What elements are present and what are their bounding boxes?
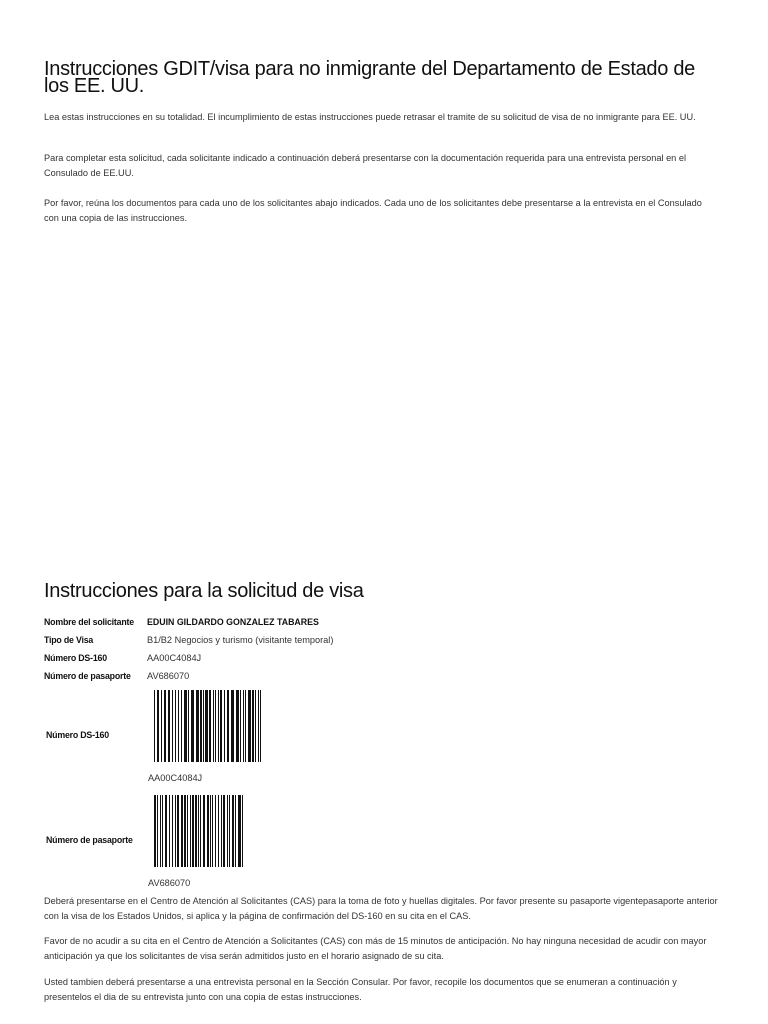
barcode-bar <box>181 690 182 762</box>
barcode-bar <box>203 690 204 762</box>
barcode-bar <box>203 795 205 867</box>
intro-paragraph-1: Lea estas instrucciones en su totalidad. El incumplimiento de estas instrucciones puede retrasar el tramite de su solicitud de visa de no inmigrante para EE. UU. <box>44 112 696 122</box>
barcode-bar <box>192 795 194 867</box>
barcode-bar <box>242 795 243 867</box>
visa-type-label: Tipo de Visa <box>44 635 94 645</box>
barcode-bar <box>218 795 219 867</box>
passport-value: AV686070 <box>147 671 190 681</box>
closing-paragraph-1: Deberá presentarse en el Centro de Atención al Solicitantes (CAS) para la toma de foto y huellas digitales. Por favor presente su pasaporte vigentepasaporte anterior con la visa de los Estados Unidos, si aplica y la página de confirmación del DS-160 en su cita en el CAS. <box>44 896 718 921</box>
closing-paragraph-3: Usted tambien deberá presentarse a una entrevista personal en la Sección Consular. Por favor, recopile los documentos que se enumeran a continuación y presentelos el dia de su entrevista junto con una copia de estas instrucciones. <box>44 977 677 1002</box>
barcode-bar <box>231 690 234 762</box>
intro-paragraph-2: Para completar esta solicitud, cada solicitante indicado a continuación deberá presentarse con la documentación requerida para una entrevista personal en el Consulado de EE.UU. <box>44 153 686 178</box>
barcode-bar <box>224 690 225 762</box>
barcode-bar <box>175 690 176 762</box>
barcode-bar <box>175 795 176 867</box>
ds160-barcode-label: Número DS-160 <box>46 730 109 740</box>
applicant-info-table <box>44 613 333 685</box>
barcode-bar <box>212 795 213 867</box>
closing-paragraph-2: Favor de no acudir a su cita en el Centro de Atención a Solicitantes (CAS) con más de 15 minutos de anticipación. No hay ninguna necesidad de acudir con mayor anticipación ya que los solicitantes de visa serán admitidos justo en el horario asignado de su cita. <box>44 936 707 961</box>
barcode-bar <box>196 690 199 762</box>
ds160-barcode-caption: AA00C4084J <box>148 773 203 783</box>
barcode-bar <box>157 795 158 867</box>
barcode-bar <box>229 795 230 867</box>
passport-barcode-label: Número de pasaporte <box>46 835 133 845</box>
barcode-bar <box>168 690 170 762</box>
barcode-bar <box>181 795 183 867</box>
barcode-bar <box>172 795 173 867</box>
barcode-bar <box>198 795 199 867</box>
barcode-bar <box>200 795 201 867</box>
barcode-bar <box>213 690 214 762</box>
applicant-name-label: Nombre del solicitante <box>44 617 134 627</box>
barcode-bar <box>191 690 194 762</box>
applicant-name-value: EDUIN GILDARDO GONZALEZ TABARES <box>147 617 319 627</box>
barcode-bar <box>162 795 163 867</box>
barcode-bar <box>215 795 216 867</box>
barcode-bar <box>154 795 156 867</box>
ds160-barcode-image <box>154 690 262 762</box>
barcode-bar <box>243 690 244 762</box>
visa-type-row <box>44 631 333 649</box>
barcode-bar <box>218 690 219 762</box>
section-title: Instrucciones para la solicitud de visa <box>44 580 364 602</box>
barcode-bar <box>210 795 211 867</box>
passport-barcode-image <box>154 795 244 867</box>
barcode-bar <box>245 690 246 762</box>
passport-barcode-caption: AV686070 <box>148 878 191 888</box>
barcode-bar <box>160 795 161 867</box>
barcode-bar <box>238 795 241 867</box>
barcode-bar <box>209 690 211 762</box>
barcode-bar <box>154 690 155 762</box>
barcode-bar <box>220 690 222 762</box>
barcode-bar <box>248 690 251 762</box>
ds160-label: Número DS-160 <box>44 653 107 663</box>
visa-type-value: B1/B2 Negocios y turismo (visitante temporal) <box>147 635 334 645</box>
barcode-bar <box>258 690 259 762</box>
applicant-name-row <box>44 613 333 631</box>
barcode-bar <box>195 795 197 867</box>
barcode-bar <box>215 690 216 762</box>
barcode-bar <box>169 795 170 867</box>
barcode-bar <box>260 690 261 762</box>
barcode-bar <box>165 795 167 867</box>
barcode-bar <box>190 795 191 867</box>
barcode-bar <box>252 690 254 762</box>
barcode-bar <box>240 690 241 762</box>
barcode-bar <box>232 795 234 867</box>
ds160-value: AA00C4084J <box>147 653 202 663</box>
barcode-bar <box>227 795 228 867</box>
barcode-bar <box>164 690 166 762</box>
passport-row <box>44 667 333 685</box>
barcode-bar <box>177 795 179 867</box>
barcode-bar <box>184 690 187 762</box>
barcode-bar <box>188 690 189 762</box>
barcode-bar <box>227 690 229 762</box>
barcode-bar <box>200 690 202 762</box>
barcode-bar <box>207 795 209 867</box>
intro-paragraph-3: Por favor, reúna los documentos para cada uno de los solicitantes abajo indicados. Cada uno de los solicitantes debe presentarse a la entrevista en el Consulado con una copia de las instrucciones. <box>44 198 702 223</box>
barcode-bar <box>235 795 236 867</box>
passport-label: Número de pasaporte <box>44 671 131 681</box>
ds160-row <box>44 649 333 667</box>
page-title: Instrucciones GDIT/visa para no inmigrante del Departamento de Estado de los EE. UU. <box>44 58 695 97</box>
barcode-bar <box>178 690 179 762</box>
barcode-bar <box>184 795 186 867</box>
barcode-bar <box>157 690 159 762</box>
barcode-bar <box>236 690 239 762</box>
barcode-bar <box>255 690 256 762</box>
barcode-bar <box>172 690 173 762</box>
barcode-bar <box>221 795 222 867</box>
barcode-bar <box>205 690 208 762</box>
barcode-bar <box>161 690 162 762</box>
barcode-bar <box>187 795 188 867</box>
barcode-bar <box>223 795 225 867</box>
